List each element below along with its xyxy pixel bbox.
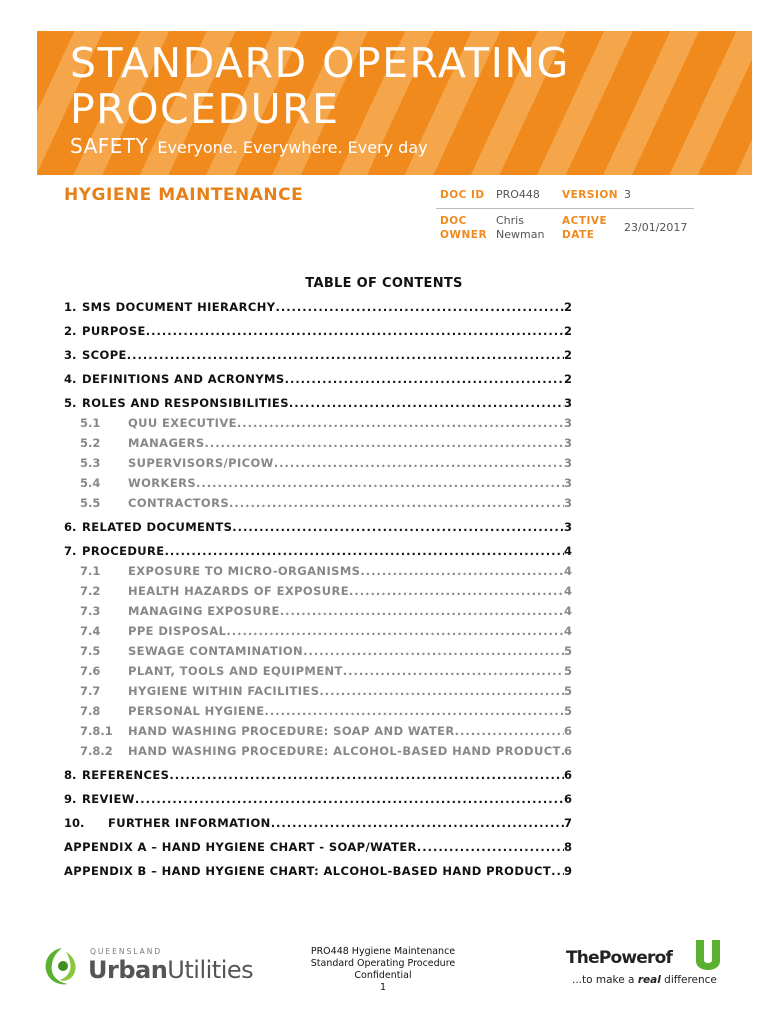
toc-entry-label: MANAGERS — [128, 436, 205, 450]
toc-entry[interactable] — [64, 542, 572, 560]
active-label-1: ACTIVE — [562, 215, 608, 227]
toc-entry-page: 6 — [563, 792, 572, 806]
toc-entry-label: CONTRACTORS — [128, 496, 230, 510]
toc-entry-page: 3 — [563, 476, 572, 490]
toc-entry[interactable] — [64, 394, 572, 412]
toc-entry[interactable] — [64, 682, 572, 700]
toc-heading: TABLE OF CONTENTS — [305, 276, 463, 291]
toc-leader-dots — [303, 642, 564, 660]
toc-entry-number: 5.5 — [80, 496, 101, 510]
power-of-u-logo — [566, 940, 736, 990]
toc-entry-number: 7.5 — [80, 644, 101, 658]
toc-entry[interactable] — [64, 790, 572, 808]
toc-entry-number: 1. — [64, 300, 77, 314]
toc-entry-page: 4 — [563, 564, 572, 578]
toc-entry[interactable] — [64, 838, 572, 856]
toc-entry-page: 3 — [563, 416, 572, 430]
toc-entry-label: PPE DISPOSAL — [128, 624, 227, 638]
toc-leader-dots — [319, 682, 564, 700]
toc-leader-dots — [274, 454, 564, 472]
toc-entry[interactable] — [64, 622, 572, 640]
toc-leader-dots — [237, 414, 564, 432]
toc-leader-dots — [271, 814, 564, 832]
toc-leader-dots — [360, 562, 564, 580]
banner-tagline — [70, 134, 428, 160]
logo-urban-utilities-text: UrbanUtilities — [88, 956, 254, 984]
toc-entry[interactable] — [64, 454, 572, 472]
banner-title-line1: STANDARD OPERATING — [70, 39, 570, 87]
toc-entry-number: 7. — [64, 544, 77, 558]
doc-id-value: PRO448 — [496, 188, 540, 201]
toc-entry-label: HAND WASHING PROCEDURE: ALCOHOL-BASED HAND PRODUCT — [128, 744, 561, 758]
toc-entry-label: SMS DOCUMENT HIERARCHY — [82, 300, 276, 314]
toc-leader-dots — [349, 582, 564, 600]
toc-entry-label: APPENDIX A – HAND HYGIENE CHART - SOAP/WATER — [64, 840, 417, 854]
toc-entry[interactable] — [64, 346, 572, 364]
toc-entry[interactable] — [64, 562, 572, 580]
toc-entry-label: WORKERS — [128, 476, 197, 490]
meta-row-owner — [436, 214, 694, 254]
toc-leader-dots — [169, 766, 564, 784]
toc-leader-dots — [229, 494, 564, 512]
toc-entry-page: 5 — [563, 664, 572, 678]
toc-entry[interactable] — [64, 370, 572, 388]
toc-entry[interactable] — [64, 722, 572, 740]
toc-entry-label: ROLES AND RESPONSIBILITIES — [82, 396, 289, 410]
toc-entry-number: 7.8.2 — [80, 744, 113, 758]
urban-utilities-swirl-icon — [42, 944, 82, 988]
toc-entry-number: 5.1 — [80, 416, 101, 430]
toc-entry-number: 8. — [64, 768, 77, 782]
toc-entry-label: DEFINITIONS AND ACRONYMS — [82, 372, 285, 386]
toc-entry-label: SEWAGE CONTAMINATION — [128, 644, 304, 658]
owner-value-2: Newman — [496, 228, 545, 241]
toc-entry-page: 9 — [563, 864, 572, 878]
owner-value-1: Chris — [496, 214, 524, 227]
toc-entry-page: 8 — [563, 840, 572, 854]
toc-entry-label: EXPOSURE TO MICRO-ORGANISMS — [128, 564, 361, 578]
toc-entry-label: HAND WASHING PROCEDURE: SOAP AND WATER — [128, 724, 455, 738]
toc-entry-number: 10. — [64, 816, 85, 830]
toc-entry[interactable] — [64, 862, 572, 880]
toc-entry-page: 4 — [563, 624, 572, 638]
toc-entry-label: MANAGING EXPOSURE — [128, 604, 280, 618]
tagline-safety: SAFETY — [70, 134, 149, 158]
toc-entry-number: 4. — [64, 372, 77, 386]
toc-leader-dots — [232, 518, 564, 536]
toc-entry-page: 6 — [563, 724, 572, 738]
toc-entry-page: 2 — [563, 348, 572, 362]
toc-entry-number: 9. — [64, 792, 77, 806]
toc-entry-page: 6 — [563, 744, 572, 758]
toc-entry-page: 2 — [563, 300, 572, 314]
toc-entry[interactable] — [64, 602, 572, 620]
toc-entry-page: 5 — [563, 644, 572, 658]
toc-entry[interactable] — [64, 494, 572, 512]
toc-entry-label: HEALTH HAZARDS OF EXPOSURE — [128, 584, 350, 598]
toc-entry-label: PURPOSE — [82, 324, 146, 338]
toc-entry[interactable] — [64, 814, 572, 832]
page-number: 1 — [379, 982, 387, 993]
power-of-text: ThePowerof — [566, 948, 673, 968]
green-u-icon — [694, 940, 722, 972]
toc-leader-dots — [343, 662, 564, 680]
toc-leader-dots — [455, 722, 564, 740]
version-label: VERSION — [562, 189, 619, 201]
toc-entry-label: FURTHER INFORMATION — [108, 816, 271, 830]
toc-entry-page: 3 — [563, 436, 572, 450]
toc-leader-dots — [127, 346, 564, 364]
toc-entry-page: 5 — [563, 684, 572, 698]
toc-entry-page: 3 — [563, 520, 572, 534]
toc-leader-dots — [275, 298, 564, 316]
toc-entry-number: 5. — [64, 396, 77, 410]
toc-entry[interactable] — [64, 642, 572, 660]
toc-leader-dots — [285, 370, 564, 388]
toc-entry-number: 3. — [64, 348, 77, 362]
document-meta-table — [436, 184, 694, 254]
toc-entry-number: 7.7 — [80, 684, 101, 698]
banner-title-line2: PROCEDURE — [70, 85, 340, 133]
footer-line-confidential: Confidential — [354, 970, 412, 981]
footer-document-info — [280, 946, 486, 994]
footer-line-type: Standard Operating Procedure — [310, 958, 456, 969]
toc-leader-dots — [289, 394, 564, 412]
toc-entry-page: 3 — [563, 396, 572, 410]
toc-leader-dots — [196, 474, 564, 492]
active-label-2: DATE — [562, 229, 595, 241]
toc-entry-page: 5 — [563, 704, 572, 718]
toc-entry-number: 7.8 — [80, 704, 101, 718]
toc-entry-number: 2. — [64, 324, 77, 338]
toc-entry-label: REVIEW — [82, 792, 135, 806]
toc-leader-dots — [205, 434, 564, 452]
toc-entry-page: 3 — [563, 456, 572, 470]
toc-entry-page: 7 — [563, 816, 572, 830]
toc-entry[interactable] — [64, 662, 572, 680]
toc-entry-number: 5.2 — [80, 436, 101, 450]
toc-entry-label: PLANT, TOOLS AND EQUIPMENT — [128, 664, 343, 678]
toc-entry-label: REFERENCES — [82, 768, 170, 782]
toc-entry-label: PERSONAL HYGIENE — [128, 704, 265, 718]
toc-leader-dots — [135, 790, 564, 808]
toc-entry-page: 2 — [563, 324, 572, 338]
meta-row-id — [436, 184, 694, 209]
toc-leader-dots — [146, 322, 564, 340]
toc-entry-page: 4 — [563, 544, 572, 558]
toc-entry-label: PROCEDURE — [82, 544, 165, 558]
toc-entry-label: HYGIENE WITHIN FACILITIES — [128, 684, 320, 698]
toc-entry-page: 2 — [563, 372, 572, 386]
toc-entry-label: RELATED DOCUMENTS — [82, 520, 233, 534]
toc-entry[interactable] — [64, 766, 572, 784]
toc-entry[interactable] — [64, 518, 572, 536]
toc-leader-dots — [551, 862, 564, 880]
logo-queensland-text: QUEENSLAND — [90, 947, 163, 956]
toc-entry[interactable] — [64, 414, 572, 432]
toc-entry[interactable] — [64, 702, 572, 720]
owner-label-2: OWNER — [440, 229, 488, 241]
toc-entry[interactable] — [64, 742, 572, 760]
toc-entry-label: QUU EXECUTIVE — [128, 416, 237, 430]
toc-leader-dots — [165, 542, 564, 560]
document-title: HYGIENE MAINTENANCE — [64, 185, 304, 205]
toc-entry-number: 6. — [64, 520, 77, 534]
toc-entry-number: 5.4 — [80, 476, 101, 490]
toc-entry-label: APPENDIX B – HAND HYGIENE CHART: ALCOHOL-BASED HAND PRODUCT — [64, 864, 552, 878]
toc-entry-number: 7.8.1 — [80, 724, 113, 738]
toc-entry-number: 7.1 — [80, 564, 101, 578]
toc-entry[interactable] — [64, 582, 572, 600]
toc-entry[interactable] — [64, 298, 572, 316]
toc-leader-dots — [417, 838, 564, 856]
toc-leader-dots — [280, 602, 564, 620]
toc-entry-number: 7.3 — [80, 604, 101, 618]
header-banner — [37, 31, 752, 175]
toc-entry-label: SCOPE — [82, 348, 127, 362]
toc-entry-number: 7.6 — [80, 664, 101, 678]
toc-entry-page: 3 — [563, 496, 572, 510]
toc-entry-page: 6 — [563, 768, 572, 782]
toc-leader-dots — [264, 702, 564, 720]
toc-entry-number: 5.3 — [80, 456, 101, 470]
doc-id-label: DOC ID — [440, 189, 485, 201]
owner-label-1: DOC — [440, 215, 467, 227]
version-value: 3 — [624, 188, 631, 201]
toc-entry[interactable] — [64, 434, 572, 452]
toc-entry-label: SUPERVISORS/PICOW — [128, 456, 274, 470]
toc-entry-page: 4 — [563, 604, 572, 618]
toc-entry-page: 4 — [563, 584, 572, 598]
tagline-rest: Everyone. Everywhere. Every day — [157, 138, 428, 157]
toc-entry-number: 7.2 — [80, 584, 101, 598]
toc-entry[interactable] — [64, 474, 572, 492]
active-date-value: 23/01/2017 — [624, 221, 688, 234]
power-of-tagline: ...to make a real difference — [572, 974, 717, 986]
footer-line-doc: PRO448 Hygiene Maintenance — [310, 946, 456, 957]
urban-utilities-logo — [42, 944, 254, 988]
toc-entry-number: 7.4 — [80, 624, 101, 638]
toc-entry[interactable] — [64, 322, 572, 340]
toc-leader-dots — [226, 622, 564, 640]
